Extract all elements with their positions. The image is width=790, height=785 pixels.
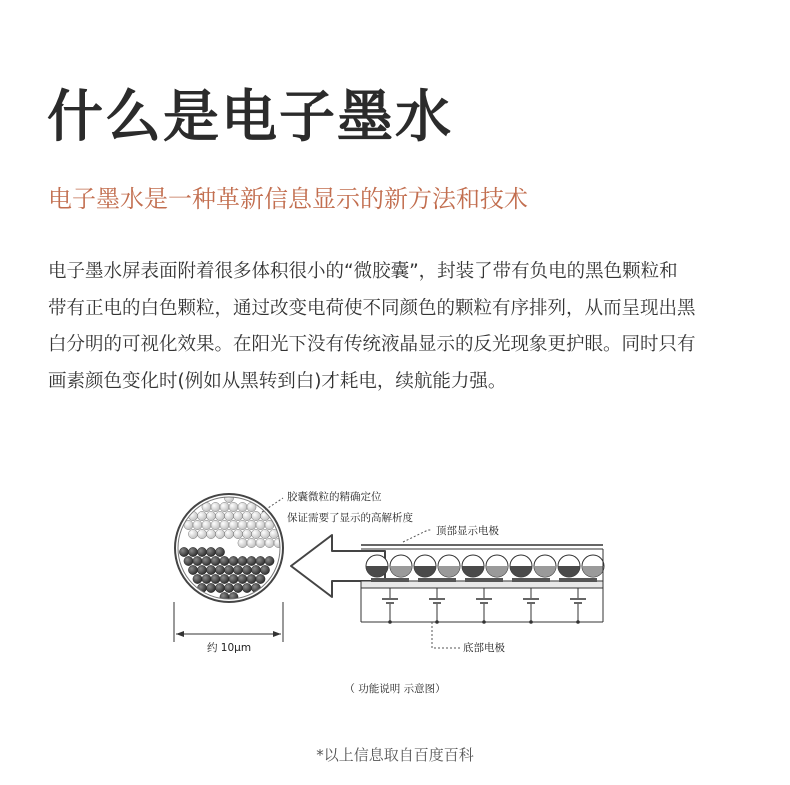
light-particle <box>193 520 202 529</box>
dark-particle <box>242 565 251 574</box>
light-particle <box>242 529 251 538</box>
callout-text-2: 保证需要了显示的高解析度 <box>287 512 413 524</box>
dark-particle <box>265 556 274 565</box>
dark-particle <box>224 565 233 574</box>
microcapsule <box>510 555 532 577</box>
light-particle <box>256 538 265 547</box>
display-cross-section <box>361 545 604 624</box>
dark-particle <box>215 583 224 592</box>
size-label: 约 10μm <box>206 642 252 654</box>
light-particle <box>215 511 224 520</box>
dark-particle <box>188 547 197 556</box>
light-particle <box>233 529 242 538</box>
light-particle <box>220 502 229 511</box>
paragraph-line: 电子墨水屏表面附着很多体积很小的“微胶囊”，封装了带有负电的黑色颗粒和 <box>48 261 678 282</box>
microcapsule <box>462 555 484 577</box>
light-particle <box>211 502 220 511</box>
dark-particle <box>215 565 224 574</box>
dark-particle <box>238 556 247 565</box>
light-particle <box>233 511 242 520</box>
dark-particle <box>247 574 256 583</box>
callout-text-1: 胶囊微粒的精确定位 <box>287 491 382 503</box>
dark-particle <box>229 574 238 583</box>
microcapsule <box>486 555 508 577</box>
description-paragraph <box>48 254 760 400</box>
bottom-electrode-leader <box>432 622 460 648</box>
page-subtitle: 电子墨水是一种革新信息显示的新方法和技术 <box>48 185 528 213</box>
light-particle <box>251 511 260 520</box>
dark-particle <box>202 556 211 565</box>
light-particle <box>256 520 265 529</box>
e-ink-diagram <box>0 470 790 702</box>
paragraph-line: 画素颜色变化时(例如从黑转到白)才耗电，续航能力强。 <box>48 370 507 392</box>
diagram-caption: （ 功能说明 示意图） <box>344 683 446 695</box>
dark-particle <box>193 574 202 583</box>
dark-particle <box>247 556 256 565</box>
microcapsule <box>366 555 388 577</box>
light-particle <box>197 511 206 520</box>
dark-particle <box>215 547 224 556</box>
light-particle <box>238 520 247 529</box>
dark-particle <box>211 556 220 565</box>
dark-particle <box>206 583 215 592</box>
magnified-capsule <box>175 493 283 602</box>
light-particle <box>202 520 211 529</box>
dark-particle <box>238 574 247 583</box>
light-particle <box>238 538 247 547</box>
dark-particle <box>184 556 193 565</box>
light-particle <box>247 538 256 547</box>
light-particle <box>229 502 238 511</box>
dark-particle <box>220 574 229 583</box>
light-particle <box>188 529 197 538</box>
dark-particle <box>193 556 202 565</box>
light-particle <box>229 520 238 529</box>
dark-particle <box>211 574 220 583</box>
dark-particle <box>233 583 242 592</box>
microcapsule <box>582 555 604 577</box>
dark-particle <box>202 574 211 583</box>
microcapsule <box>438 555 460 577</box>
light-particle <box>242 511 251 520</box>
light-particle <box>206 529 215 538</box>
light-particle <box>238 502 247 511</box>
paragraph-line: 白分明的可视化效果。在阳光下没有传统液晶显示的反光现象更护眼。同时只有 <box>48 334 696 355</box>
page-title: 什么是电子墨水 <box>47 85 453 150</box>
microcapsule <box>534 555 556 577</box>
source-footnote: *以上信息取自百度百科 <box>316 746 474 764</box>
dark-particle <box>188 565 197 574</box>
dark-particle <box>179 547 188 556</box>
bottom-electrode-label: 底部电极 <box>463 642 505 654</box>
paragraph-line: 带有正电的白色颗粒，通过改变电荷使不同颜色的颗粒有序排列，从而呈现出黑 <box>48 297 696 319</box>
light-particle <box>224 511 233 520</box>
microcapsule <box>390 555 412 577</box>
light-particle <box>197 529 206 538</box>
dark-particle <box>251 565 260 574</box>
light-particle <box>251 529 260 538</box>
dark-particle <box>197 547 206 556</box>
dark-particle <box>206 565 215 574</box>
microcapsule <box>558 555 580 577</box>
dark-particle <box>256 574 265 583</box>
light-particle <box>260 529 269 538</box>
dark-particle <box>256 556 265 565</box>
light-particle <box>247 520 256 529</box>
light-particle <box>211 520 220 529</box>
light-particle <box>220 520 229 529</box>
light-particle <box>206 511 215 520</box>
dark-particle <box>197 565 206 574</box>
top-electrode-leader <box>403 530 432 542</box>
light-particle <box>265 538 274 547</box>
dark-particle <box>224 583 233 592</box>
dark-particle <box>229 556 238 565</box>
dark-particle <box>206 547 215 556</box>
dark-particle <box>260 565 269 574</box>
size-dimension <box>174 602 283 642</box>
dark-particle <box>220 556 229 565</box>
light-particle <box>224 529 233 538</box>
top-electrode-label: 顶部显示电极 <box>436 525 499 537</box>
dark-particle <box>242 583 251 592</box>
dark-particle <box>233 565 242 574</box>
light-particle <box>215 529 224 538</box>
microcapsule <box>414 555 436 577</box>
